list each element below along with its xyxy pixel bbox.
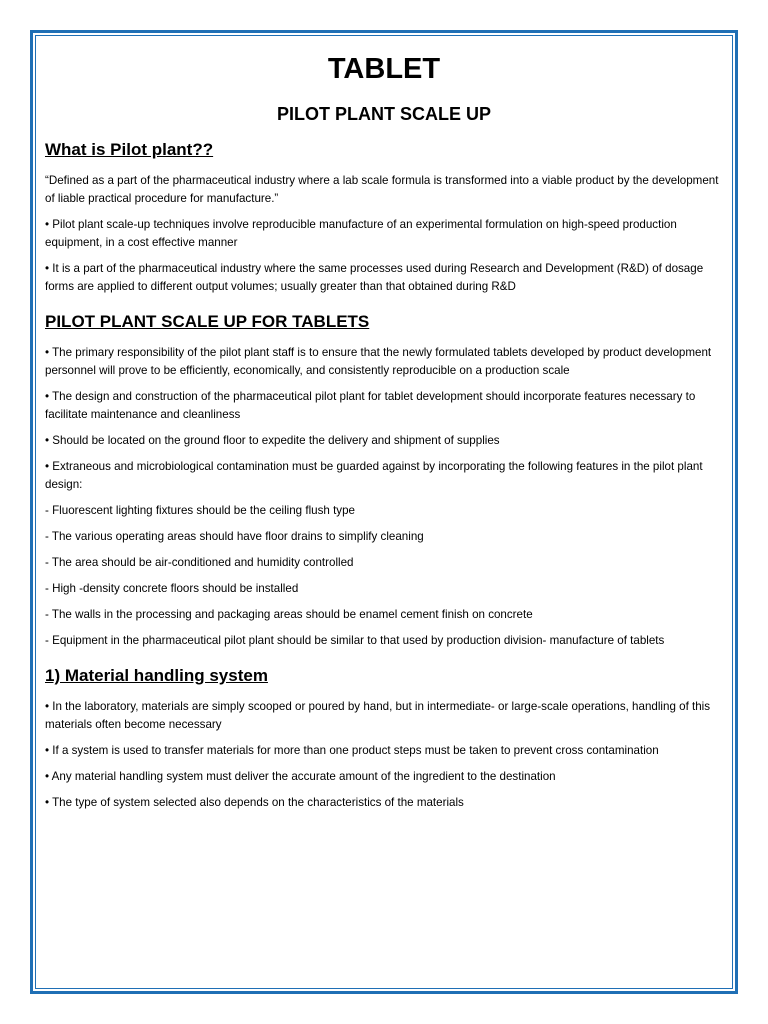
document-subtitle: PILOT PLANT SCALE UP — [276, 104, 491, 124]
dash-list-item: - The walls in the processing and packaging areas should be enamel cement finish on concrete — [45, 608, 533, 621]
document-page — [45, 50, 723, 812]
bullet-paragraph: • If a system is used to transfer materials for more than one product steps must be taken to prevent cross contamination — [45, 744, 659, 757]
bullet-paragraph: • Extraneous and microbiological contamination must be guarded against by incorporating the following features in the pilot plant design: — [45, 460, 703, 491]
bullet-paragraph: • Should be located on the ground floor to expedite the delivery and shipment of supplies — [45, 434, 500, 447]
bullet-paragraph: • Any material handling system must deliver the accurate amount of the ingredient to the destination — [45, 770, 556, 783]
dash-list-item: - High -density concrete floors should be installed — [45, 582, 299, 595]
dash-list-item: - Fluorescent lighting fixtures should be the ceiling flush type — [45, 504, 355, 517]
bullet-paragraph: • Pilot plant scale-up techniques involve reproducible manufacture of an experimental formulation on high-speed production equipment, in a cost effective manner — [45, 218, 677, 249]
document-title: TABLET — [327, 53, 441, 85]
bullet-paragraph: • The type of system selected also depends on the characteristics of the materials — [45, 796, 464, 809]
dash-list-item: - The area should be air-conditioned and humidity controlled — [45, 556, 354, 569]
section-heading-pilot-plant-scale-up-for-tablets: PILOT PLANT SCALE UP FOR TABLETS — [45, 312, 370, 331]
section-heading-what-is-pilot-plant: What is Pilot plant?? — [45, 140, 214, 159]
definition-paragraph: “Defined as a part of the pharmaceutical industry where a lab scale formula is transformed into a viable product by the development of liable practical procedure for manufacture.” — [45, 174, 719, 205]
bullet-paragraph: • It is a part of the pharmaceutical industry where the same processes used during Research and Development (R&D) of dosage forms are applied to different output volumes; usually greater than that obtained during R&D — [45, 262, 704, 293]
dash-list-item: - The various operating areas should have floor drains to simplify cleaning — [45, 530, 424, 543]
section-heading-material-handling-system: 1) Material handling system — [45, 666, 268, 685]
dash-list-item: - Equipment in the pharmaceutical pilot plant should be similar to that used by production division- manufacture of tablets — [45, 634, 665, 647]
bullet-paragraph: • The design and construction of the pharmaceutical pilot plant for tablet development should incorporate features necessary to facilitate maintenance and cleanliness — [45, 390, 696, 421]
bullet-paragraph: • The primary responsibility of the pilot plant staff is to ensure that the newly formulated tablets developed by product development personnel will prove to be efficiently, economically, and consistently reproducible on a production scale — [45, 346, 712, 377]
bullet-paragraph: • In the laboratory, materials are simply scooped or poured by hand, but in intermediate- or large-scale operations, handling of this materials often become necessary — [45, 700, 711, 731]
